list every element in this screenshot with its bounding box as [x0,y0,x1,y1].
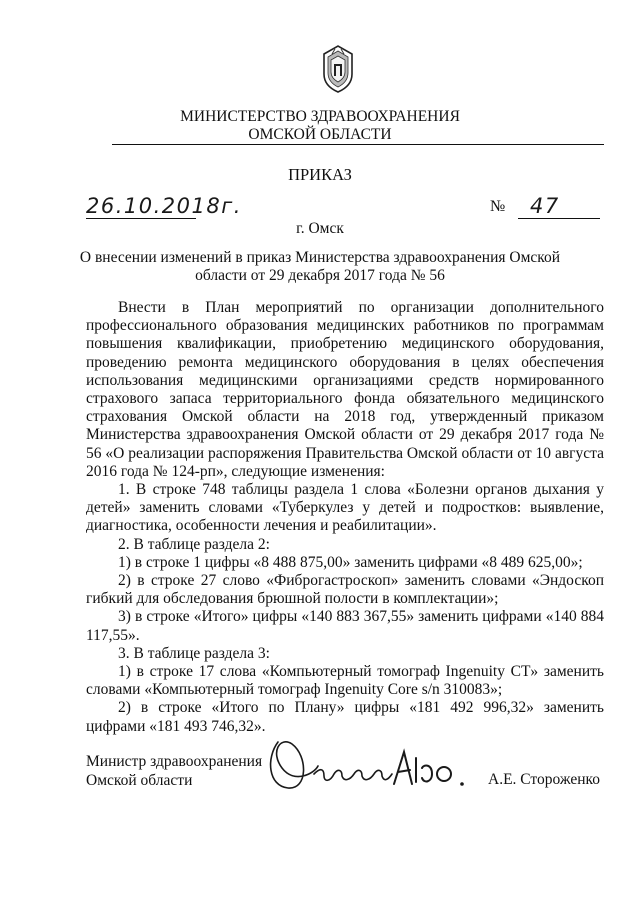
document-title: ПРИКАЗ [288,165,352,184]
item-2-1: 1) в строке 1 цифры «8 488 875,00» заменить цифрами «8 489 625,00»; [118,553,583,571]
handwritten-signature [248,728,468,808]
item-3: 3. В таблице раздела 3: [118,644,270,662]
item-3-2: 2) в строке «Итого по Плану» цифры «181 492 996,32» заменить цифрами «181 493 746,32». [86,699,604,735]
signatory-name: А.Е. Стороженко [488,771,601,788]
region-name: ОМСКОЙ ОБЛАСТИ [248,126,392,143]
header-divider [112,144,604,145]
position-line-2: Омской области [86,772,193,789]
item-2-2: 2) в строке 27 слово «Фиброгастроскоп» заменить словами «Эндоскоп гибкий для обследования брюшной полости в комплектации»; [86,572,604,608]
item-1: 1. В строке 748 таблицы раздела 1 слова «Болезни органов дыхания у детей» заменить словами «Туберкулез у детей и подростков: выявление, диагностика, особенности лечения и реабилитации». [86,481,604,535]
item-2-3: 3) в строке «Итого» цифры «140 883 367,55» заменить цифрами «140 884 117,55». [86,608,604,644]
date-underline [86,218,196,219]
subject-line-2: области от 29 декабря 2017 года № 56 [195,267,445,284]
signatory-position [86,752,262,790]
ministry-name: МИНИСТЕРСТВО ЗДРАВООХРАНЕНИЯ [180,108,460,125]
number-underline [518,218,600,219]
position-line-1: Министр здравоохранения [86,753,263,770]
item-2: 2. В таблице раздела 2: [118,535,270,553]
subject-line-1: О внесении изменений в приказ Министерства здравоохранения Омской [79,249,561,266]
city: г. Омск [296,220,344,237]
intro-paragraph: Внести в План мероприятий по организации дополнительного профессионального образования медицинских работников по программам повышения квалификации, приобретению медицинского оборудования, проведению ремонта медицинского оборудования в целях обеспечения использования медицинскими организациями средств нормированного страхового запаса территориального фонда обязательного медицинского страхования Омской области на 2018 год, утвержденный приказом Министерства здравоохранения Омской области от 29 декабря 2017 года № 56 «О реализации распоряжения Правительства Омской области от 10 августа 2016 года № 124-рп», следующие изменения: [86,299,604,480]
order-body [86,299,604,736]
coat-of-arms-icon [320,44,356,94]
order-date: 26.10.2018г. [86,194,242,218]
number-label: № [490,198,506,215]
order-number: 47 [530,194,560,218]
item-3-1: 1) в строке 17 слова «Компьютерный томограф Ingenuity CT» заменить словами «Компьютерный томограф Ingenuity Core s/n 310083»; [86,663,604,699]
